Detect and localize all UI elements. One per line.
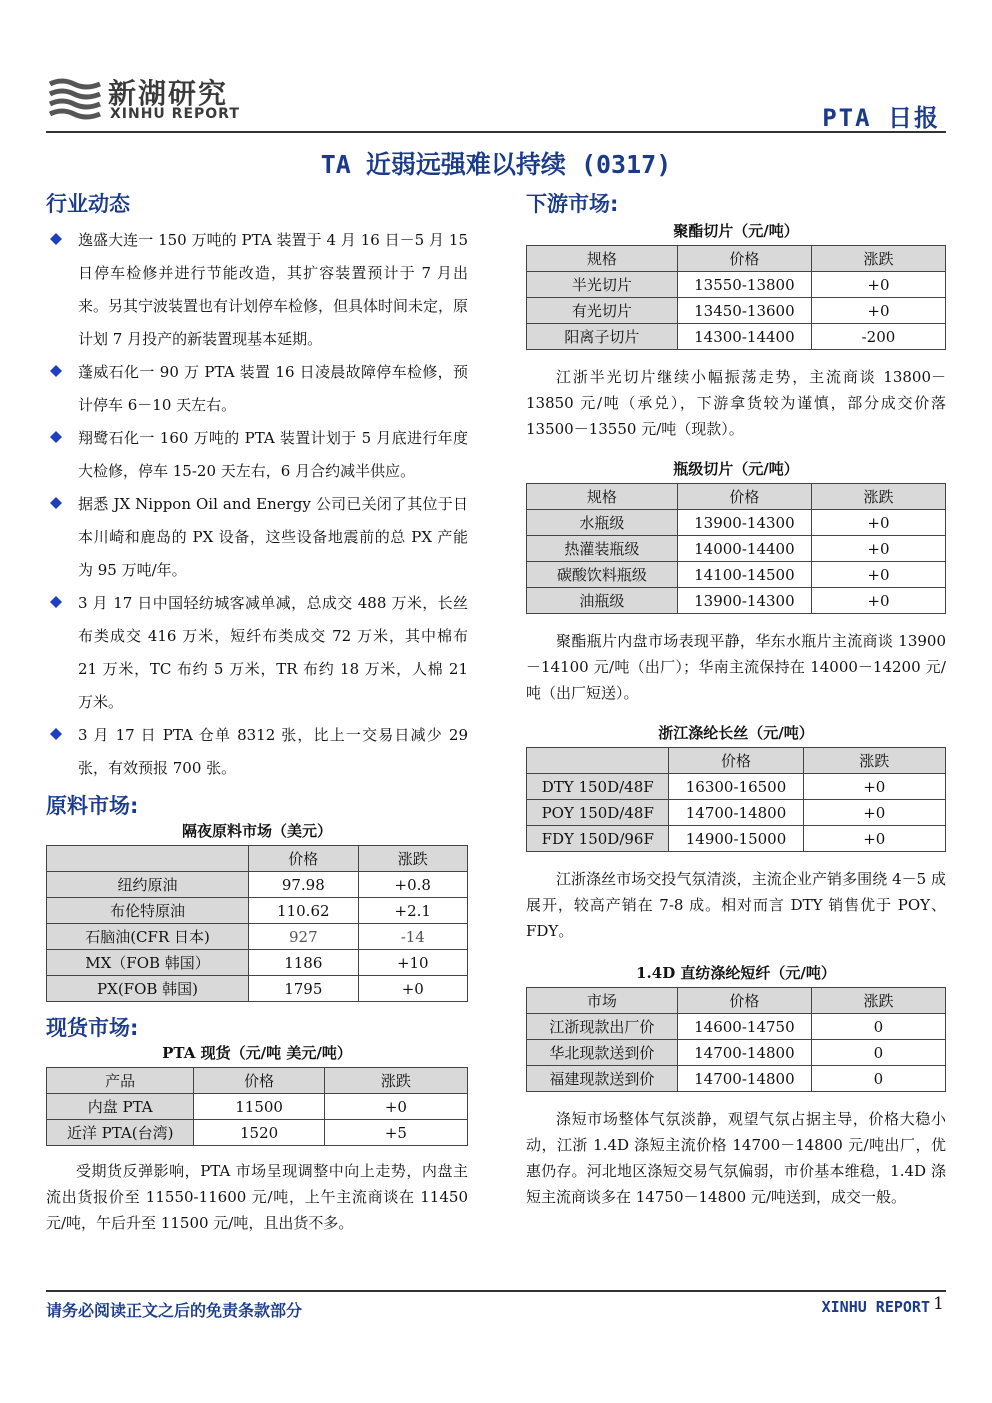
table-row [527,510,946,536]
industry-item-text: 3 月 17 日 PTA 仓单 8312 张，比上一交易日减少 29 张，有效预报 700 张。 [78,726,468,777]
chip-table [526,245,946,350]
industry-item [46,719,468,785]
table-row [527,774,946,800]
industry-item-text: 翔鹭石化一 160 万吨的 PTA 装置计划于 5 月底进行年度大检修，停车 15-20 天左右，6 月合约减半供应。 [78,429,468,480]
table-row-label: 近洋 PTA(台湾) [47,1120,194,1146]
table-cell: +10 [358,950,467,976]
table-row [527,1014,946,1040]
table-cell: +0 [811,588,945,614]
section-raw: 原料市场: [46,794,139,818]
staple-table-caption: 1.4D 直纺涤纶短纤（元/吨） [636,964,836,982]
table-cell: 14700-14800 [677,1040,811,1066]
table-cell: 14700-14800 [677,1066,811,1092]
spot-table-block [46,1042,468,1236]
table-row-label: 水瓶级 [527,510,678,536]
spot-table-caption: PTA 现货（元/吨 美元/吨） [162,1044,352,1062]
table-cell: +0 [358,976,467,1002]
table-row [527,826,946,852]
table-cell: 1795 [249,976,358,1002]
table-header-cell: 市场 [527,988,678,1014]
bottle-text: 聚酯瓶片内盘市场表现平静，华东水瓶片主流商谈 13900－14100 元/吨（出厂）；华南主流保持在 14000－14200 元/吨（出厂短送）。 [526,632,946,702]
chip-table-block [526,220,946,442]
table-row [527,1066,946,1092]
table-row-label: FDY 150D/96F [527,826,669,852]
table-cell: +5 [324,1120,467,1146]
industry-item-text: 据悉 JX Nippon Oil and Energy 公司已关闭了其位于日本川崎和鹿岛的 PX 设备，这些设备地震前的总 PX 产能为 95 万吨/年。 [78,495,468,579]
table-header-cell: 价格 [677,988,811,1014]
table-row [47,924,468,950]
staple-table-block [526,962,946,1210]
diamond-bullet-icon [50,431,62,443]
table-row [527,298,946,324]
table-row-label: POY 150D/48F [527,800,669,826]
table-row-label: DTY 150D/48F [527,774,669,800]
table-row-label: 阳离子切片 [527,324,678,350]
section-downstream: 下游市场: [526,192,619,216]
header-divider [46,131,946,133]
filament-table-caption: 浙江涤纶长丝（元/吨） [658,724,814,742]
footer-divider [46,1290,946,1292]
bottle-table-caption: 瓶级切片（元/吨） [673,460,799,478]
raw-table [46,845,468,1002]
table-header-cell [527,748,669,774]
table-row-label: 布伦特原油 [47,898,249,924]
table-cell: 14000-14400 [677,536,811,562]
industry-item-text: 蓬威石化一 90 万 PTA 装置 16 日凌晨故障停车检修，预计停车 6－10 天左右。 [78,363,468,414]
table-row [527,588,946,614]
table-cell: +0.8 [358,872,467,898]
staple-table [526,987,946,1092]
table-cell: +0 [803,826,945,852]
diamond-bullet-icon [50,497,62,509]
table-row-label: 油瓶级 [527,588,678,614]
table-row [47,872,468,898]
table-row-label: 半光切片 [527,272,678,298]
table-cell: 14700-14800 [669,800,803,826]
table-header-cell: 价格 [677,246,811,272]
table-cell: 16300-16500 [669,774,803,800]
filament-text: 江浙涤丝市场交投气氛清淡，主流企业产销多围绕 4－5 成展开，较高产销在 7-8 成。相对而言 DTY 销售优于 POY、FDY。 [526,870,946,940]
table-cell: -200 [811,324,945,350]
table-cell: 97.98 [249,872,358,898]
table-cell: +2.1 [358,898,467,924]
industry-item-text: 逸盛大连一 150 万吨的 PTA 装置于 4 月 16 日－5 月 15 日停车检修并进行节能改造，其扩容装置预计于 7 月出来。另其宁波装置也有计划停车检修，但具体时间未定，原计划 7 月投产的新装置现基本延期。 [78,231,469,348]
table-cell: +0 [811,272,945,298]
table-header-cell: 产品 [47,1068,194,1094]
page-number: 1 [933,1294,944,1314]
table-header-cell: 涨跌 [811,246,945,272]
table-row [527,324,946,350]
table-cell: 14600-14750 [677,1014,811,1040]
industry-item [46,224,468,356]
section-industry: 行业动态 [46,192,130,216]
logo [46,70,246,128]
staple-text: 涤短市场整体气氛淡静，观望气氛占据主导，价格大稳小动，江浙 1.4D 涤短主流价格 14700－14800 元/吨出厂，优惠仍存。河北地区涤短交易气氛偏弱，市价基本维稳，1.4D 涤短主流商谈多在 14750－14800 元/吨送到，成交一般。 [526,1110,946,1206]
industry-item [46,422,468,488]
table-cell: +0 [803,800,945,826]
table-header-cell: 价格 [194,1068,325,1094]
table-cell: 13900-14300 [677,588,811,614]
industry-item [46,587,468,719]
table-row [47,976,468,1002]
table-cell: 0 [811,1066,945,1092]
table-cell: 0 [811,1040,945,1066]
table-cell: 14300-14400 [677,324,811,350]
table-row-label: 碳酸饮料瓶级 [527,562,678,588]
table-cell: 11500 [194,1094,325,1120]
table-row [527,536,946,562]
table-row-label: 有光切片 [527,298,678,324]
table-header-cell: 价格 [677,484,811,510]
table-cell: +0 [324,1094,467,1120]
table-row [527,272,946,298]
table-header-cell: 规格 [527,246,678,272]
table-header-cell: 价格 [249,846,358,872]
table-row [527,562,946,588]
table-header-cell: 涨跌 [803,748,945,774]
doc-title: TA 近弱远强难以持续 (0317) [320,150,672,179]
table-cell: +0 [811,536,945,562]
table-row [527,800,946,826]
table-row-label: 华北现款送到价 [527,1040,678,1066]
table-header-cell: 规格 [527,484,678,510]
diamond-bullet-icon [50,596,62,608]
spot-table [46,1067,468,1146]
table-row-label: 热灌装瓶级 [527,536,678,562]
section-spot: 现货市场: [46,1016,139,1040]
raw-table-caption: 隔夜原料市场（美元） [181,822,332,840]
table-row-label: 内盘 PTA [47,1094,194,1120]
logo-cn: 新湖研究 [108,77,229,110]
diamond-bullet-icon [50,728,62,740]
table-cell: 927 [249,924,358,950]
diamond-bullet-icon [50,233,62,245]
industry-item-text: 3 月 17 日中国轻纺城客减单减，总成交 488 万米，长丝布类成交 416 万米，短纤布类成交 72 万米，其中棉布 21 万米，TC 布约 5 万米，TR 布约 18 万米，人棉 21 万米。 [78,594,468,711]
table-cell: +0 [803,774,945,800]
table-row [47,1094,468,1120]
table-cell: 13550-13800 [677,272,811,298]
logo-wave-icon [46,74,104,124]
bottle-table-block [526,458,946,706]
industry-item [46,356,468,422]
table-cell: 1520 [194,1120,325,1146]
filament-table [526,747,946,852]
table-row-label: 纽约原油 [47,872,249,898]
logo-en: XINHU REPORT [110,106,240,122]
table-row-label: PX(FOB 韩国) [47,976,249,1002]
table-header-cell: 涨跌 [811,988,945,1014]
industry-list [46,224,468,785]
table-header-cell: 涨跌 [358,846,467,872]
diamond-bullet-icon [50,365,62,377]
table-cell: 14900-15000 [669,826,803,852]
table-row-label: MX（FOB 韩国） [47,950,249,976]
table-row-label: 江浙现款出厂价 [527,1014,678,1040]
table-row-label: 石脑油(CFR 日本) [47,924,249,950]
table-header-cell: 涨跌 [811,484,945,510]
table-cell: 14100-14500 [677,562,811,588]
table-cell: +0 [811,510,945,536]
table-cell: 0 [811,1014,945,1040]
table-row [47,898,468,924]
footer-disclaimer: 请务必阅读正文之后的免责条款部分 [46,1301,303,1320]
chip-text: 江浙半光切片继续小幅振荡走势，主流商谈 13800－13850 元/吨（承兑），下游拿货较为谨慎，部分成交价落 13500－13550 元/吨（现款）。 [526,368,946,438]
table-header-cell: 涨跌 [324,1068,467,1094]
table-row-label: 福建现款送到价 [527,1066,678,1092]
table-header-cell [47,846,249,872]
table-cell: -14 [358,924,467,950]
table-row [47,1120,468,1146]
table-cell: +0 [811,298,945,324]
table-cell: +0 [811,562,945,588]
table-cell: 13900-14300 [677,510,811,536]
table-cell: 110.62 [249,898,358,924]
raw-table-block [46,820,468,1002]
filament-table-block [526,722,946,944]
table-row [47,950,468,976]
table-cell: 13450-13600 [677,298,811,324]
chip-table-caption: 聚酯切片（元/吨） [673,222,799,240]
spot-text: 受期货反弹影响，PTA 市场呈现调整中向上走势，内盘主流出货报价至 11550-11600 元/吨，上午主流商谈在 11450 元/吨，午后升至 11500 元/吨，且出货不多。 [46,1162,468,1232]
table-cell: 1186 [249,950,358,976]
industry-item [46,488,468,587]
bottle-table [526,483,946,614]
footer-brand: XINHU REPORT [821,1298,930,1316]
table-row [527,1040,946,1066]
report-type: PTA 日报 [822,104,940,132]
table-header-cell: 价格 [669,748,803,774]
